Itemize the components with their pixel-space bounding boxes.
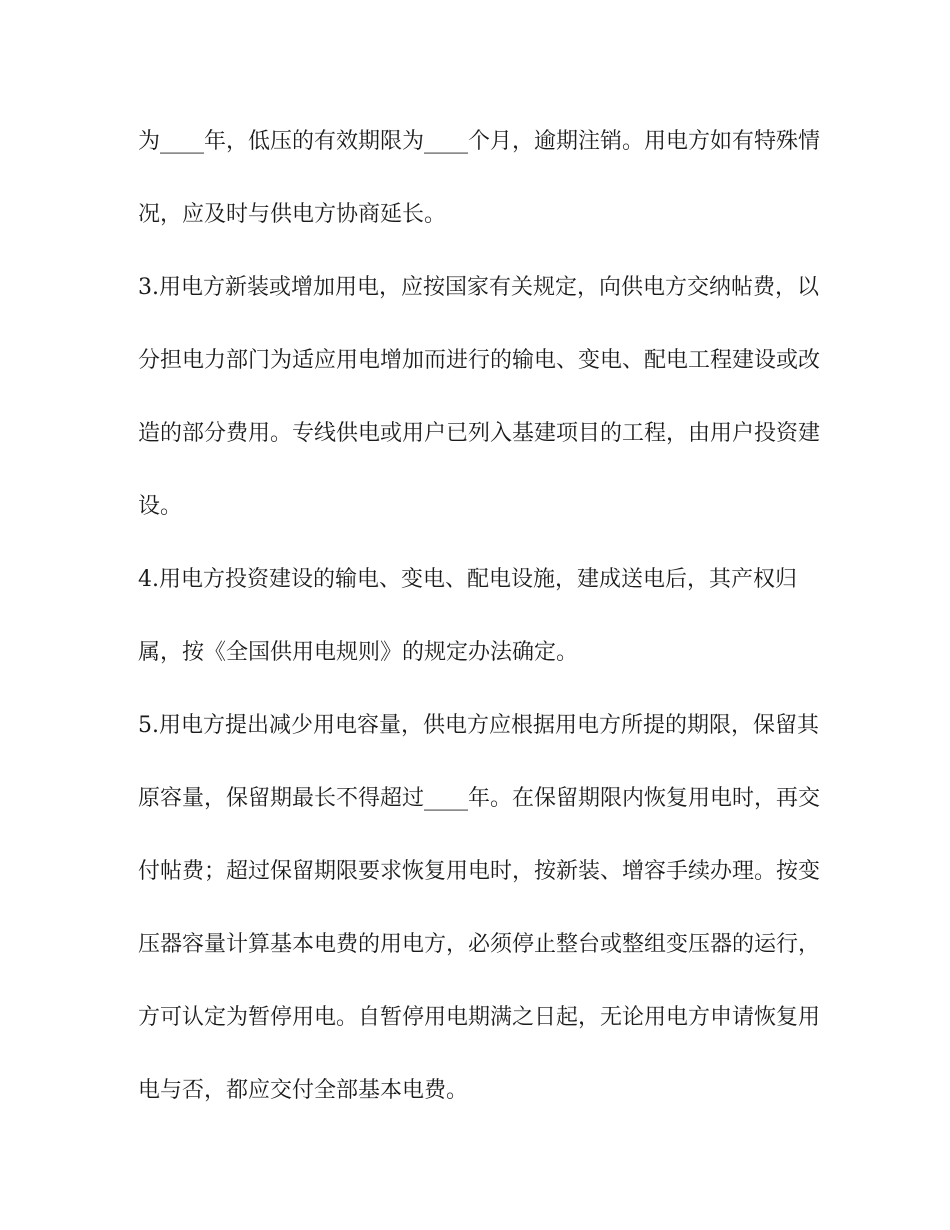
text-line: 电与否，都应交付全部基本电费。 [138, 1078, 469, 1103]
text-line: 4.用电方投资建设的输电、变电、配电设施，建成送电后，其产权归 [138, 567, 797, 592]
text-line: 为____年，低压的有效期限为____个月，逾期注销。用电方如有特殊情 [138, 129, 821, 154]
text-line: 3.用电方新装或增加用电，应按国家有关规定，向供电方交纳帖费，以 [138, 275, 819, 300]
text-line: 况，应及时与供电方协商延长。 [138, 202, 447, 227]
text-line: 付帖费；超过保留期限要求恢复用电时，按新装、增容手续办理。按变 [138, 859, 821, 884]
text-line: 造的部分费用。专线供电或用户已列入基建项目的工程，由用户投资建 [138, 421, 821, 446]
text-line: 原容量，保留期最长不得超过____年。在保留期限内恢复用电时，再交 [138, 786, 821, 811]
text-line: 属，按《全国供用电规则》的规定办法确定。 [138, 640, 579, 665]
text-line: 压器容量计算基本电费的用电方，必须停止整台或整组变压器的运行， [138, 932, 821, 957]
text-line: 设。 [138, 494, 183, 519]
text-line: 5.用电方提出减少用电容量，供电方应根据用电方所提的期限，保留其 [138, 713, 819, 738]
text-line: 方可认定为暂停用电。自暂停用电期满之日起，无论用电方申请恢复用 [138, 1005, 821, 1030]
text-line: 分担电力部门为适应用电增加而进行的输电、变电、配电工程建设或改 [138, 348, 821, 373]
